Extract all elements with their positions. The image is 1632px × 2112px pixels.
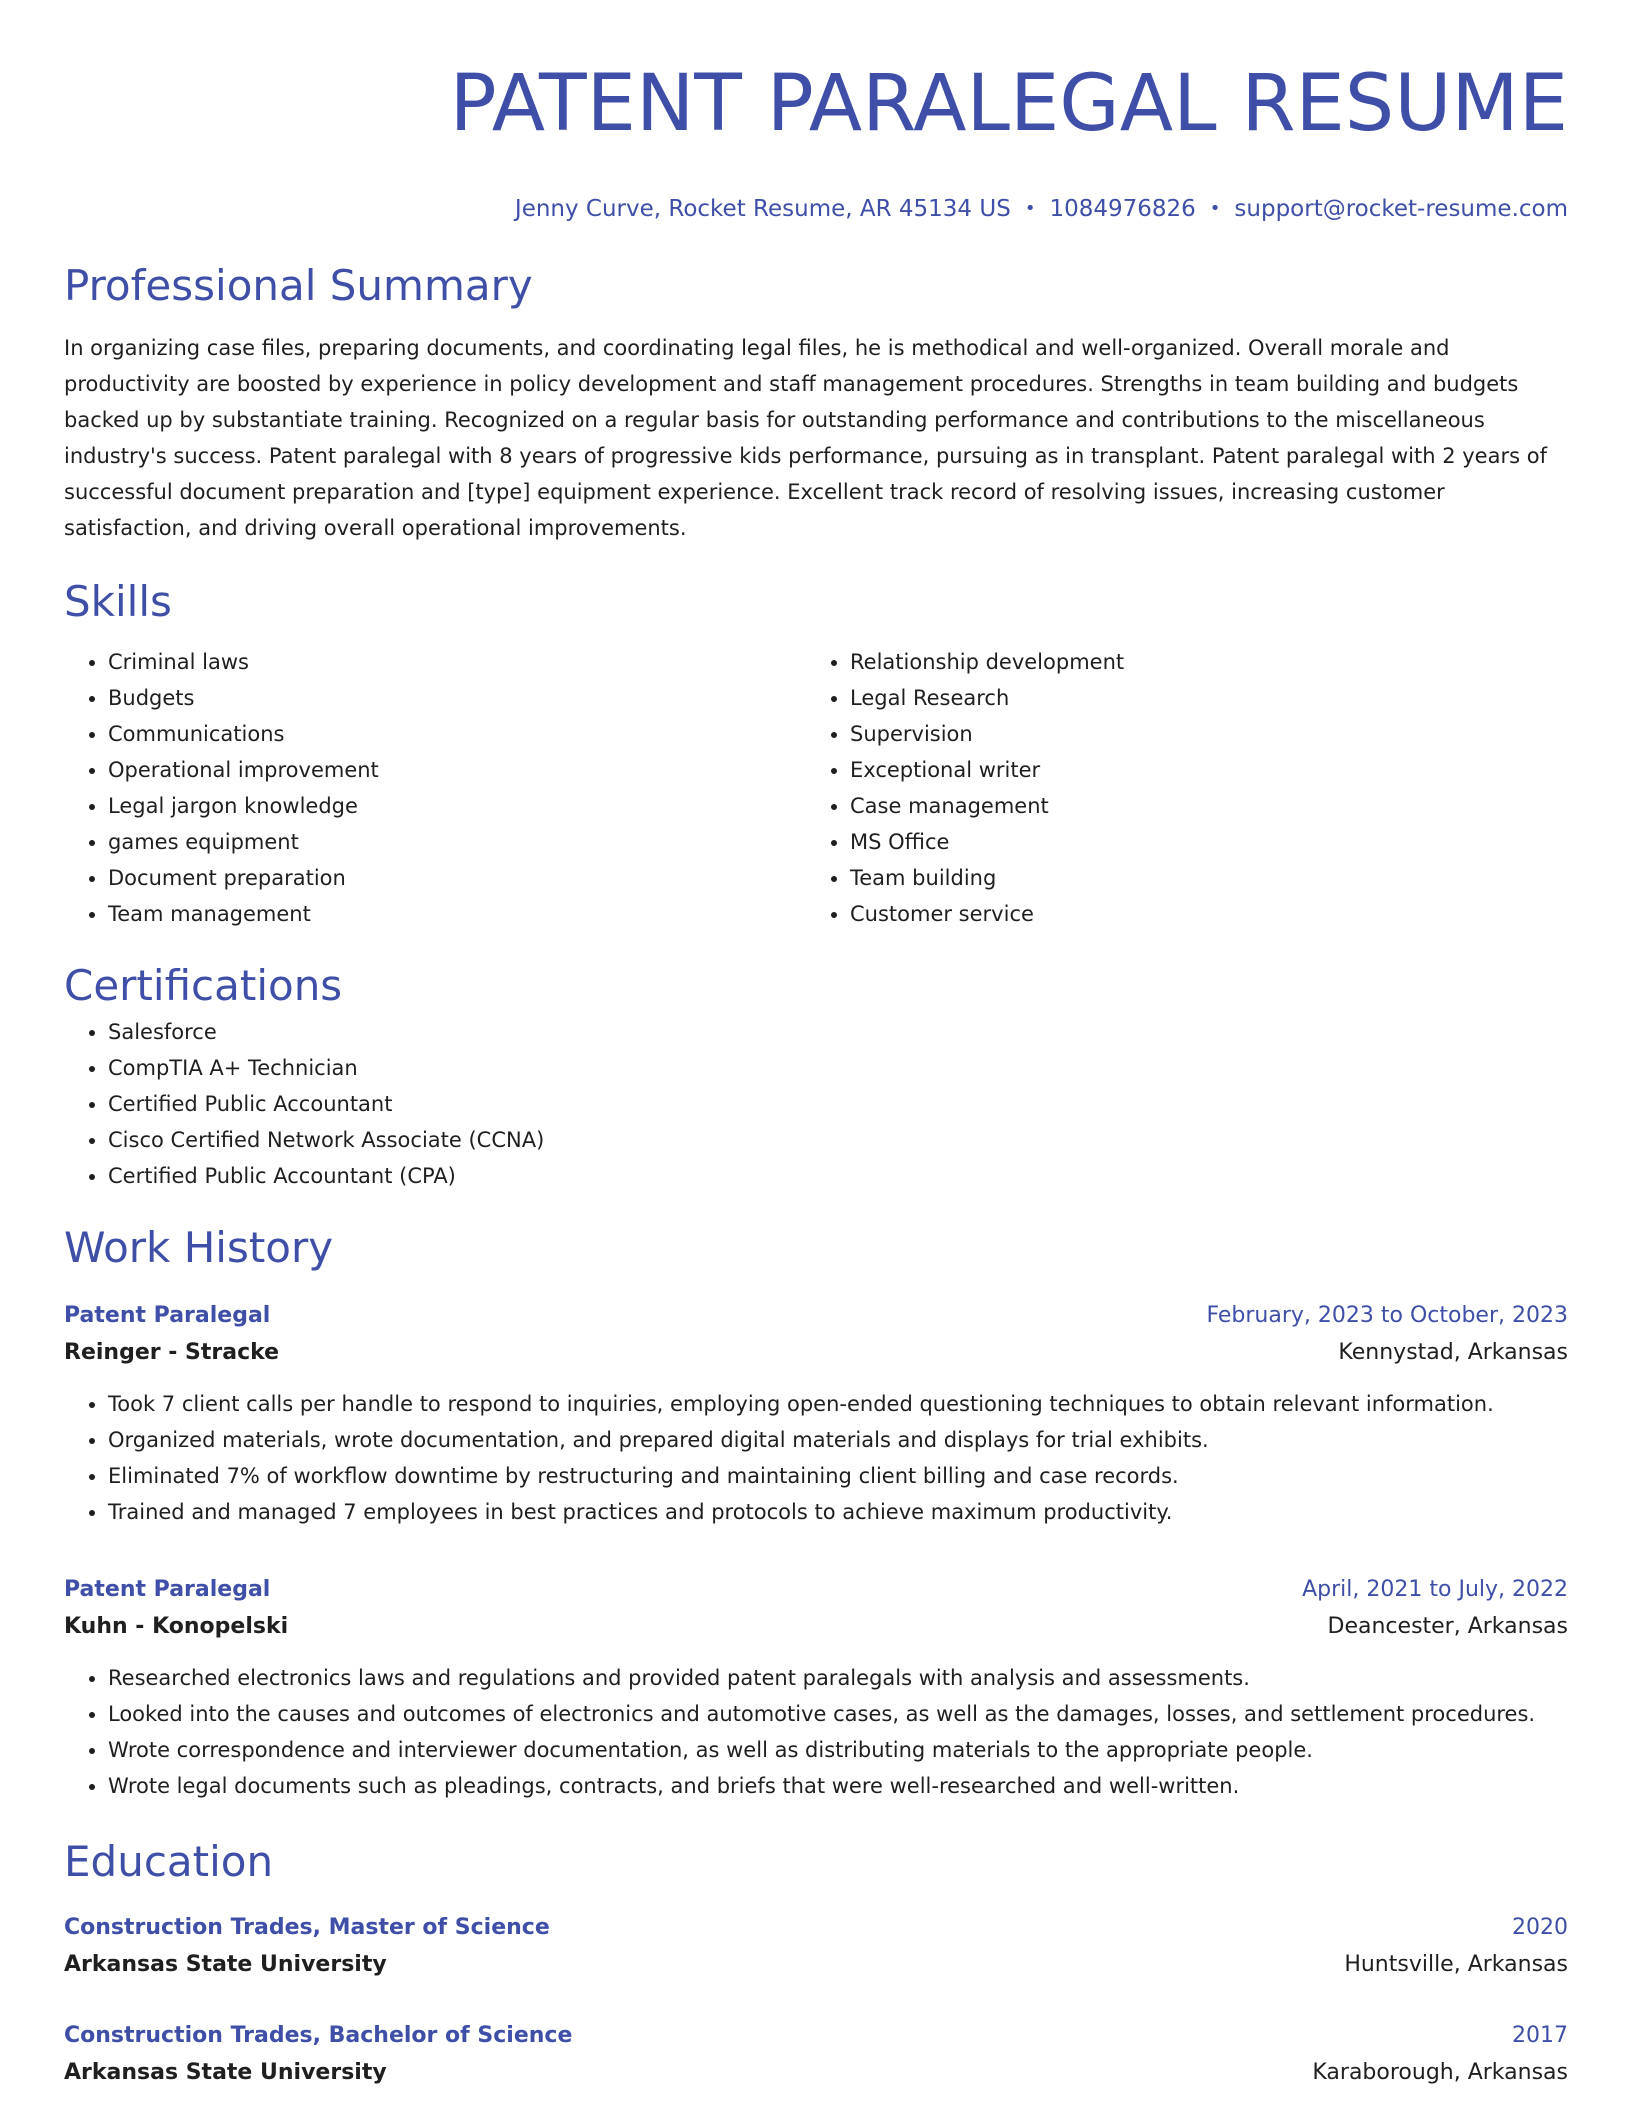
job-bullet: • Took 7 client calls per handle to respond to inquiries, employing open-ended questioning techniques to obtain relevant information. [108, 1386, 1568, 1422]
skills-heading: Skills [64, 577, 172, 626]
job-role: Patent Paralegal [64, 1303, 271, 1328]
job-entry [64, 1298, 1568, 1530]
work-history-heading: Work History [64, 1223, 334, 1272]
job-dates: April, 2021 to July, 2022 [1302, 1577, 1568, 1602]
skill-item: • Exceptional writer [850, 752, 1548, 788]
skill-item: • games equipment [108, 824, 806, 860]
certification-item: • Salesforce [108, 1014, 1568, 1050]
education-location: Huntsville, Arkansas [1344, 1952, 1568, 1977]
skills-list-left [64, 644, 806, 932]
skills-list-right [806, 644, 1548, 932]
skill-item: • MS Office [850, 824, 1548, 860]
education-school: Arkansas State University [64, 1952, 387, 1977]
skill-item: • Relationship development [850, 644, 1548, 680]
education-degree-row [64, 1910, 1568, 1946]
skill-item: • Team management [108, 896, 806, 932]
skill-item: • Communications [108, 716, 806, 752]
job-header-row [64, 1298, 1568, 1334]
job-header-row [64, 1572, 1568, 1608]
education-entry [64, 1910, 1568, 1984]
skill-item: • Legal Research [850, 680, 1548, 716]
job-bullet: • Eliminated 7% of workflow downtime by restructuring and maintaining client billing and case records. [108, 1458, 1568, 1494]
contact-line [64, 194, 1568, 224]
education-entry [64, 2018, 1568, 2092]
job-bullet: • Wrote correspondence and interviewer documentation, as well as distributing materials to the appropriate people. [108, 1732, 1568, 1768]
education-degree-row [64, 2018, 1568, 2054]
skill-item: • Document preparation [108, 860, 806, 896]
job-role: Patent Paralegal [64, 1577, 271, 1602]
job-company: Kuhn - Konopelski [64, 1614, 289, 1639]
job-bullet: • Wrote legal documents such as pleadings, contracts, and briefs that were well-researched and well-written. [108, 1768, 1568, 1804]
skill-item: • Operational improvement [108, 752, 806, 788]
contact-separator: • [1024, 198, 1036, 219]
skill-item: • Supervision [850, 716, 1548, 752]
education-degree: Construction Trades, Master of Science [64, 1915, 550, 1940]
education-heading: Education [64, 1837, 274, 1886]
job-bullet: • Trained and managed 7 employees in best practices and protocols to achieve maximum productivity. [108, 1494, 1568, 1530]
contact-email: support@rocket-resume.com [1234, 196, 1568, 222]
job-bullet: • Looked into the causes and outcomes of electronics and automotive cases, as well as the damages, losses, and settlement procedures. [108, 1696, 1568, 1732]
skills-column-left [64, 644, 806, 932]
job-location: Deancester, Arkansas [1327, 1614, 1568, 1639]
certification-item: • Cisco Certified Network Associate (CCNA) [108, 1122, 1568, 1158]
job-bullets [64, 1386, 1568, 1530]
skill-item: • Case management [850, 788, 1548, 824]
skill-item: • Team building [850, 860, 1548, 896]
contact-phone: 1084976826 [1049, 196, 1196, 222]
job-company: Reinger - Stracke [64, 1340, 280, 1365]
job-bullet: • Organized materials, wrote documentation, and prepared digital materials and displays for trial exhibits. [108, 1422, 1568, 1458]
certifications-heading: Certifications [64, 961, 343, 1010]
summary-text: In organizing case files, preparing documents, and coordinating legal files, he is methodical and well-organized. Overall morale and productivity are boosted by experience in policy development and staff management procedures. Strengths in team building and budgets backed up by substantiate training. Recognized on a regular basis for outstanding performance and contributions to the miscellaneous industry's success. Patent paralegal with 8 years of progressive kids performance, pursuing as in transplant. Patent paralegal with 2 years of successful document preparation and [type] equipment experience. Excellent track record of resolving issues, increasing customer satisfaction, and driving overall operational improvements. [64, 336, 1547, 540]
certifications-list [64, 1014, 1568, 1194]
education-school-row [64, 1946, 1568, 1984]
job-company-row [64, 1608, 1568, 1646]
job-location: Kennystad, Arkansas [1338, 1340, 1568, 1365]
skills-column-right [806, 644, 1548, 932]
education-school: Arkansas State University [64, 2060, 387, 2085]
education-year: 2020 [1512, 1915, 1568, 1940]
certification-item: • Certified Public Accountant (CPA) [108, 1158, 1568, 1194]
job-company-row [64, 1334, 1568, 1372]
certification-item: • Certified Public Accountant [108, 1086, 1568, 1122]
skill-item: • Budgets [108, 680, 806, 716]
education-year: 2017 [1512, 2023, 1568, 2048]
job-entry [64, 1572, 1568, 1804]
skill-item: • Legal jargon knowledge [108, 788, 806, 824]
education-degree: Construction Trades, Bachelor of Science [64, 2023, 573, 2048]
skill-item: • Customer service [850, 896, 1548, 932]
certification-item: • CompTIA A+ Technician [108, 1050, 1568, 1086]
summary-heading: Professional Summary [64, 261, 533, 310]
skill-item: • Criminal laws [108, 644, 806, 680]
resume-title: PATENT PARALEGAL RESUME [449, 59, 1568, 149]
job-bullet: • Researched electronics laws and regulations and provided patent paralegals with analysis and assessments. [108, 1660, 1568, 1696]
job-bullets [64, 1660, 1568, 1804]
skills-grid [64, 644, 1568, 932]
contact-separator: • [1209, 198, 1221, 219]
job-dates: February, 2023 to October, 2023 [1206, 1303, 1568, 1328]
education-school-row [64, 2054, 1568, 2092]
education-location: Karaborough, Arkansas [1312, 2060, 1568, 2085]
contact-address: Jenny Curve, Rocket Resume, AR 45134 US [514, 196, 1011, 222]
